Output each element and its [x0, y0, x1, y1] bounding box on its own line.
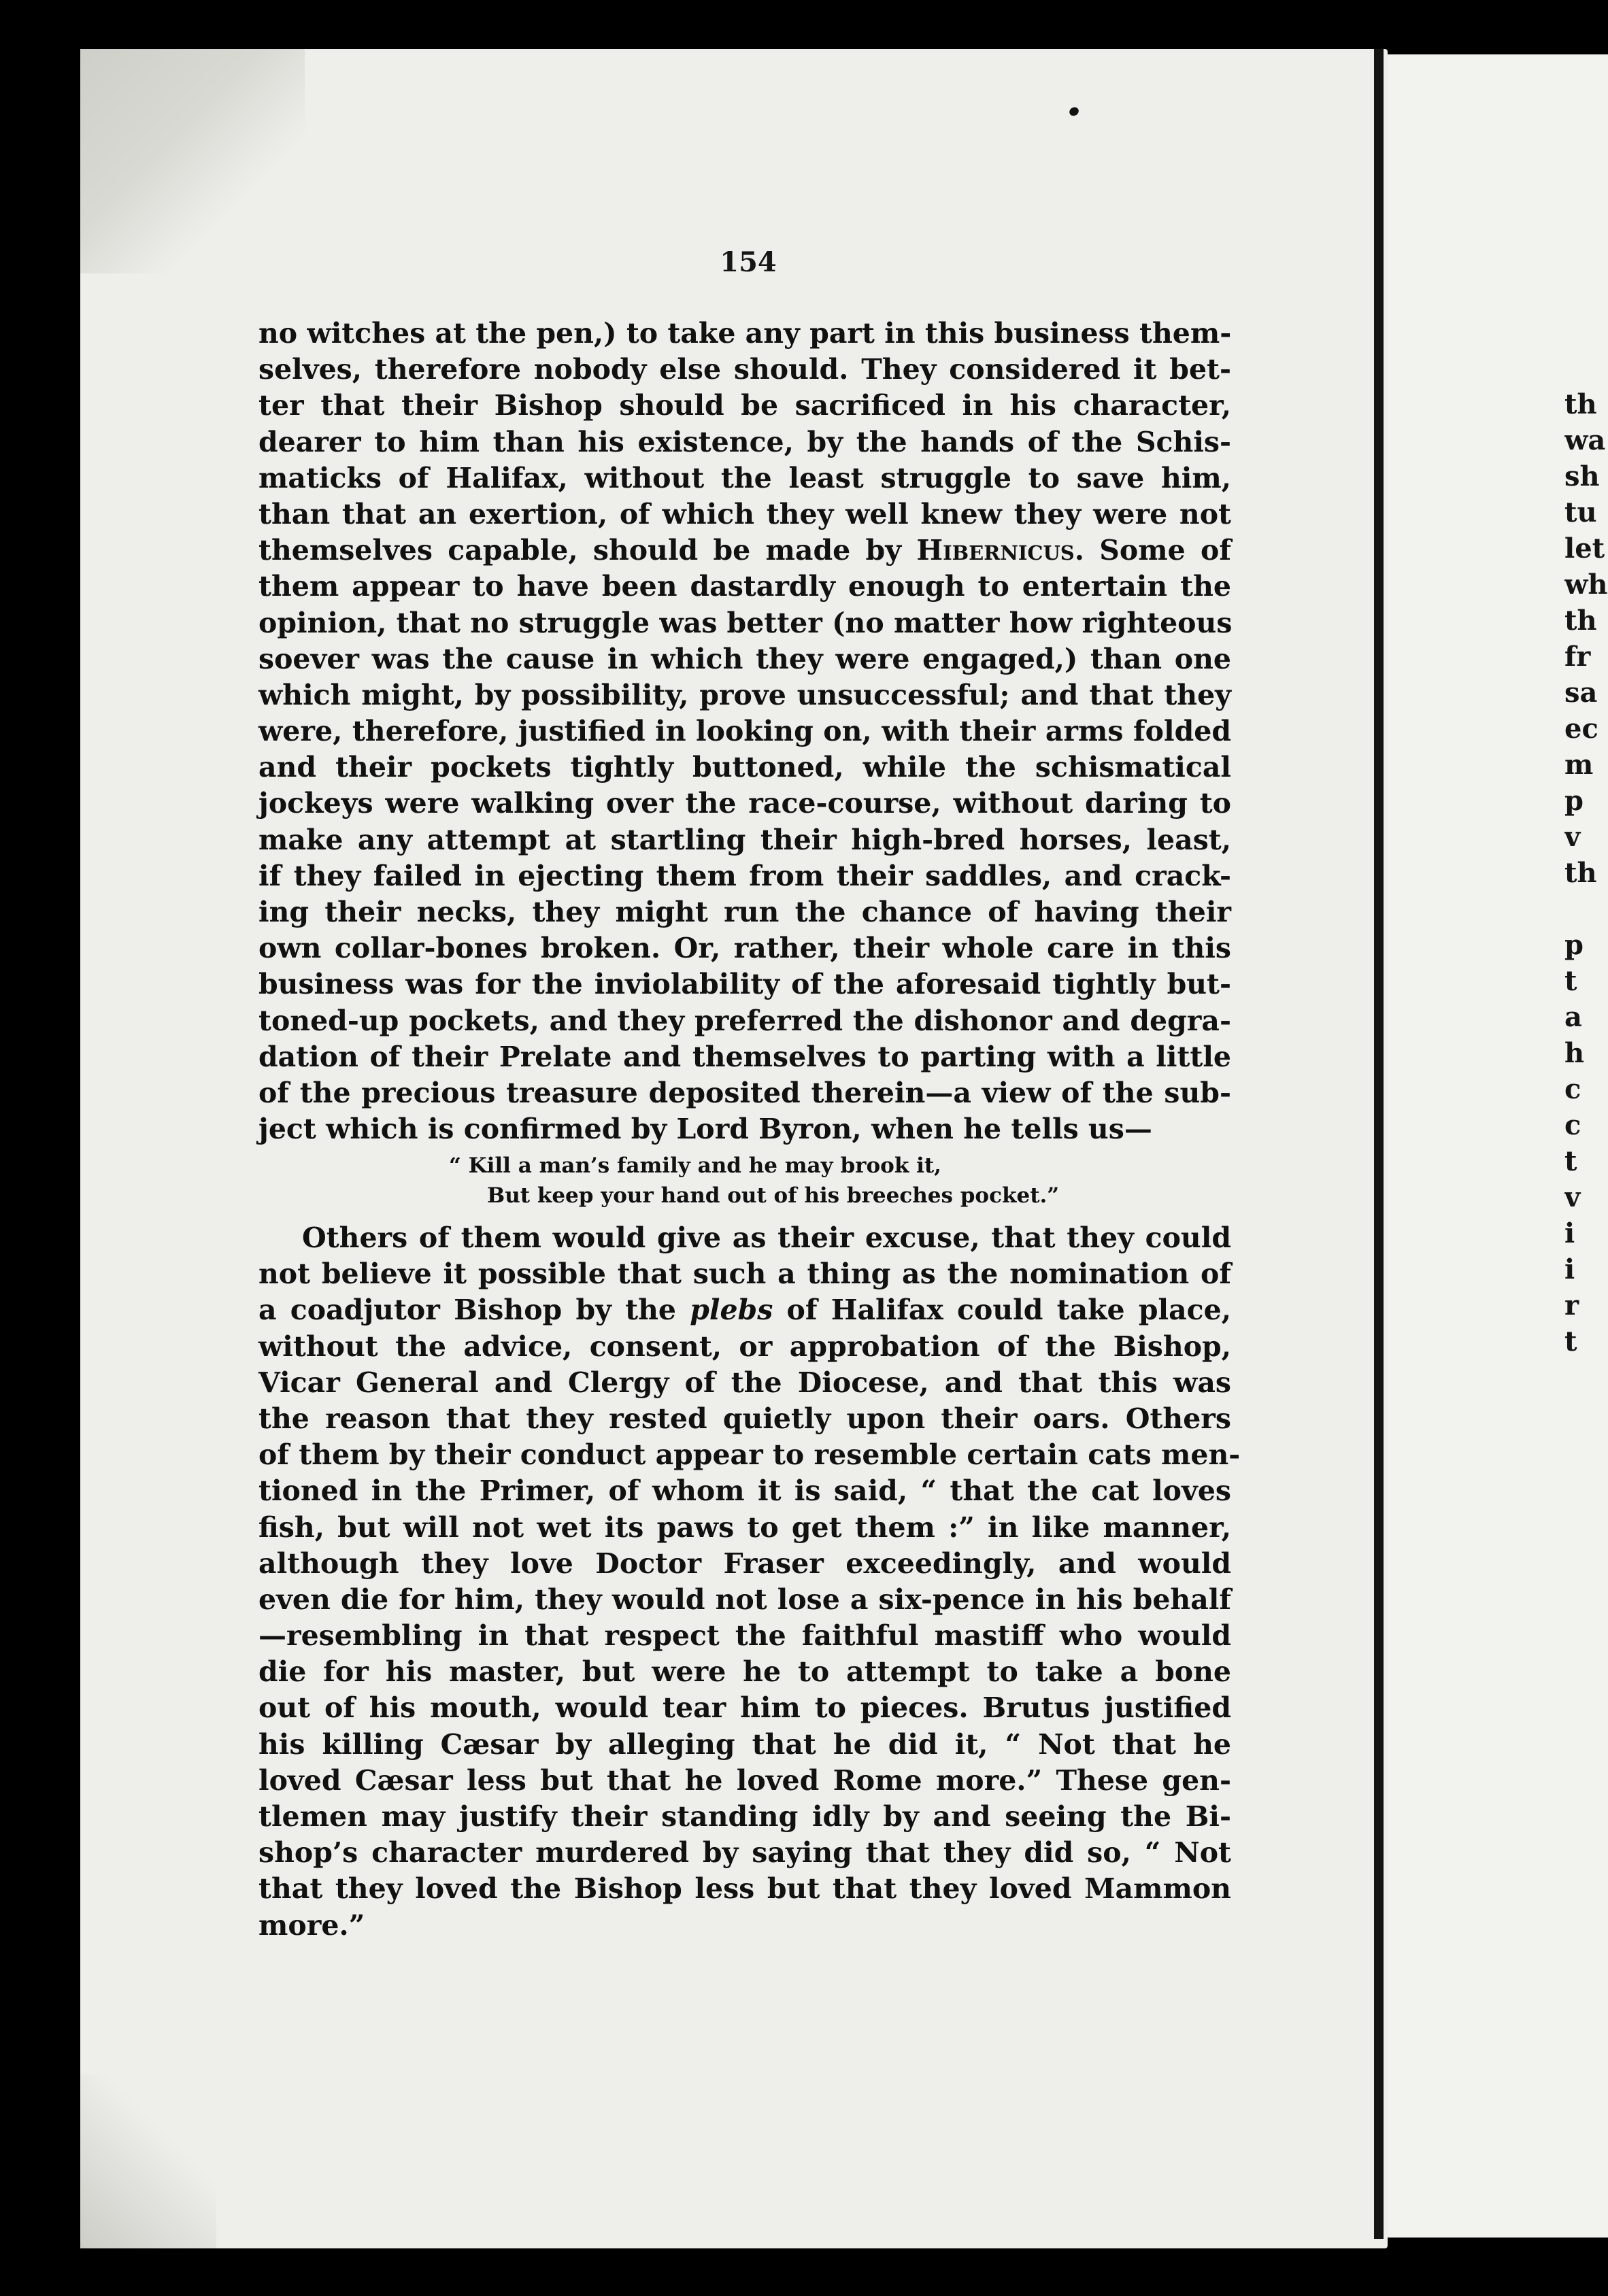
text-line: ing their necks, they might run the chance of having their — [258, 896, 1231, 928]
facing-page-fragment: t — [1564, 965, 1577, 997]
facing-page-fragment: th — [1564, 388, 1597, 420]
facing-page-fragment: v — [1564, 1181, 1581, 1213]
text-line: of them by their conduct appear to resemble certain cats men- — [258, 1438, 1241, 1472]
text-line-with-italic — [258, 1292, 1231, 1328]
facing-page-fragment: let — [1564, 533, 1605, 564]
text-line-with-name — [258, 533, 1231, 569]
worn-corner-bottom-left — [80, 2074, 216, 2248]
text-line: selves, therefore nobody else should. They considered it bet- — [258, 353, 1231, 386]
text-line: tlemen may justify their standing idly by and seeing the Bi- — [258, 1800, 1231, 1833]
text-line: toned-up pockets, and they preferred the dishonor and degra- — [258, 1004, 1231, 1037]
facing-page-fragment: i — [1564, 1217, 1575, 1249]
facing-page-fragment: sa — [1564, 677, 1598, 709]
text-line: than that an exertion, of which they well knew they were not — [258, 497, 1231, 530]
facing-page-fragment: t — [1564, 1145, 1577, 1177]
paragraph-1 — [258, 316, 1231, 1147]
text-line: that they loved the Bishop less but that they loved Mammon — [258, 1872, 1231, 1906]
text-line: out of his mouth, would tear him to pieces. Brutus justified — [258, 1691, 1231, 1725]
facing-page-fragment: h — [1564, 1037, 1585, 1069]
text-line: maticks of Halifax, without the least struggle to save him, — [258, 461, 1231, 494]
text-line: were, therefore, justified in looking on, with their arms folded — [258, 715, 1231, 748]
facing-page-fragment: t — [1564, 1326, 1577, 1357]
text-line: soever was the cause in which they were engaged,) than one — [258, 642, 1231, 675]
text-line: dation of their Prelate and themselves to parting with a little — [258, 1040, 1231, 1073]
text-line: although they love Doctor Fraser exceedingly, and would — [258, 1547, 1231, 1580]
text-line: business was for the inviolability of the aforesaid tightly but- — [258, 968, 1231, 1001]
text-line: ter that their Bishop should be sacrificed in his character, — [258, 389, 1231, 422]
text-line: even die for him, they would not lose a six-pence in his behalf — [258, 1583, 1231, 1616]
text-line: if they failed in ejecting them from their saddles, and crack- — [258, 859, 1231, 892]
text-line: which might, by possibility, prove unsuccessful; and that they — [258, 678, 1231, 711]
facing-page-fragment: v — [1564, 821, 1581, 853]
text-line: no witches at the pen,) to take any part in this business them- — [258, 317, 1232, 350]
facing-page-fragment: th — [1564, 605, 1597, 637]
text-line: tioned in the Primer, of whom it is said, “ that the cat loves — [258, 1474, 1231, 1508]
facing-page-fragment: fr — [1564, 641, 1591, 673]
text-fragment: a coadjutor Bishop by the — [258, 1294, 690, 1327]
text-line: shop’s character murdered by saying that they did so, “ Not — [258, 1836, 1231, 1870]
facing-page-text — [1564, 386, 1608, 1360]
quote-line-1: “ Kill a man’s family and he may brook it, — [449, 1153, 941, 1178]
pseudonym: Hibernicus — [916, 534, 1075, 567]
facing-page-fragment: r — [1564, 1289, 1579, 1321]
facing-page-fragment: p — [1564, 785, 1584, 817]
text-line: die for his master, but were he to attempt to take a bone — [258, 1655, 1231, 1689]
italic-word: plebs — [690, 1294, 773, 1327]
text-line: dearer to him than his existence, by the hands of the Schis- — [258, 425, 1231, 458]
facing-page-fragment: m — [1564, 749, 1594, 781]
text-line: and their pockets tightly buttoned, while the schismatical — [258, 751, 1231, 784]
text-line: own collar-bones broken. Or, rather, their whole care in this — [258, 932, 1231, 965]
text-fragment: of Halifax could take place, — [773, 1294, 1231, 1327]
text-fragment: themselves capable, should be made by — [258, 534, 917, 567]
text-line: fish, but will not wet its paws to get them :” in like manner, — [258, 1510, 1231, 1544]
facing-page-fragment: ec — [1564, 713, 1598, 745]
paragraph-2 — [258, 1220, 1241, 1944]
page-gutter — [1374, 49, 1384, 2239]
text-fragment: . Some of — [1074, 534, 1232, 567]
facing-page-fragment: sh — [1564, 460, 1600, 492]
facing-page-fragment: c — [1564, 1073, 1581, 1105]
page-number: 154 — [720, 246, 777, 278]
facing-page-fragment: p — [1564, 929, 1584, 961]
text-line: without the advice, consent, or approbation of the Bishop, — [258, 1330, 1231, 1363]
text-line: Others of them would give as their excuse, that they could — [302, 1221, 1231, 1254]
facing-page-fragment — [1564, 891, 1608, 927]
text-line: opinion, that no struggle was better (no matter how righteous — [258, 606, 1233, 639]
text-line: of the precious treasure deposited therein—a view of the sub- — [258, 1076, 1231, 1109]
facing-page-fragment: i — [1564, 1253, 1575, 1285]
quote-line-2: But keep your hand out of his breeches pocket.” — [487, 1183, 1060, 1208]
facing-page-fragment: wh — [1564, 569, 1608, 601]
text-line: not believe it possible that such a thing as the nomination of — [258, 1257, 1231, 1291]
text-line: jockeys were walking over the race-course, without daring to — [258, 787, 1231, 820]
text-line: more.” — [258, 1908, 365, 1942]
worn-corner-top-left — [80, 49, 305, 273]
text-line: ject which is confirmed by Lord Byron, when he tells us— — [258, 1113, 1152, 1146]
text-line: loved Cæsar less but that he loved Rome more.” These gen- — [258, 1763, 1231, 1797]
facing-page-fragment: th — [1564, 857, 1597, 889]
facing-page-fragment: wa — [1564, 424, 1606, 456]
facing-page-fragment: a — [1564, 1001, 1582, 1033]
text-line: his killing Cæsar by alleging that he did it, “ Not that he — [258, 1727, 1231, 1761]
text-line: make any attempt at startling their high-bred horses, least, — [258, 823, 1231, 856]
text-line: —resembling in that respect the faithful mastiff who would — [258, 1619, 1231, 1653]
facing-page-fragment: tu — [1564, 496, 1597, 528]
text-line: them appear to have been dastardly enough to entertain the — [258, 570, 1231, 603]
text-line: Vicar General and Clergy of the Diocese, and that this was — [258, 1366, 1231, 1399]
facing-page-fragment: c — [1564, 1109, 1581, 1141]
text-line: the reason that they rested quietly upon their oars. Others — [258, 1402, 1231, 1435]
